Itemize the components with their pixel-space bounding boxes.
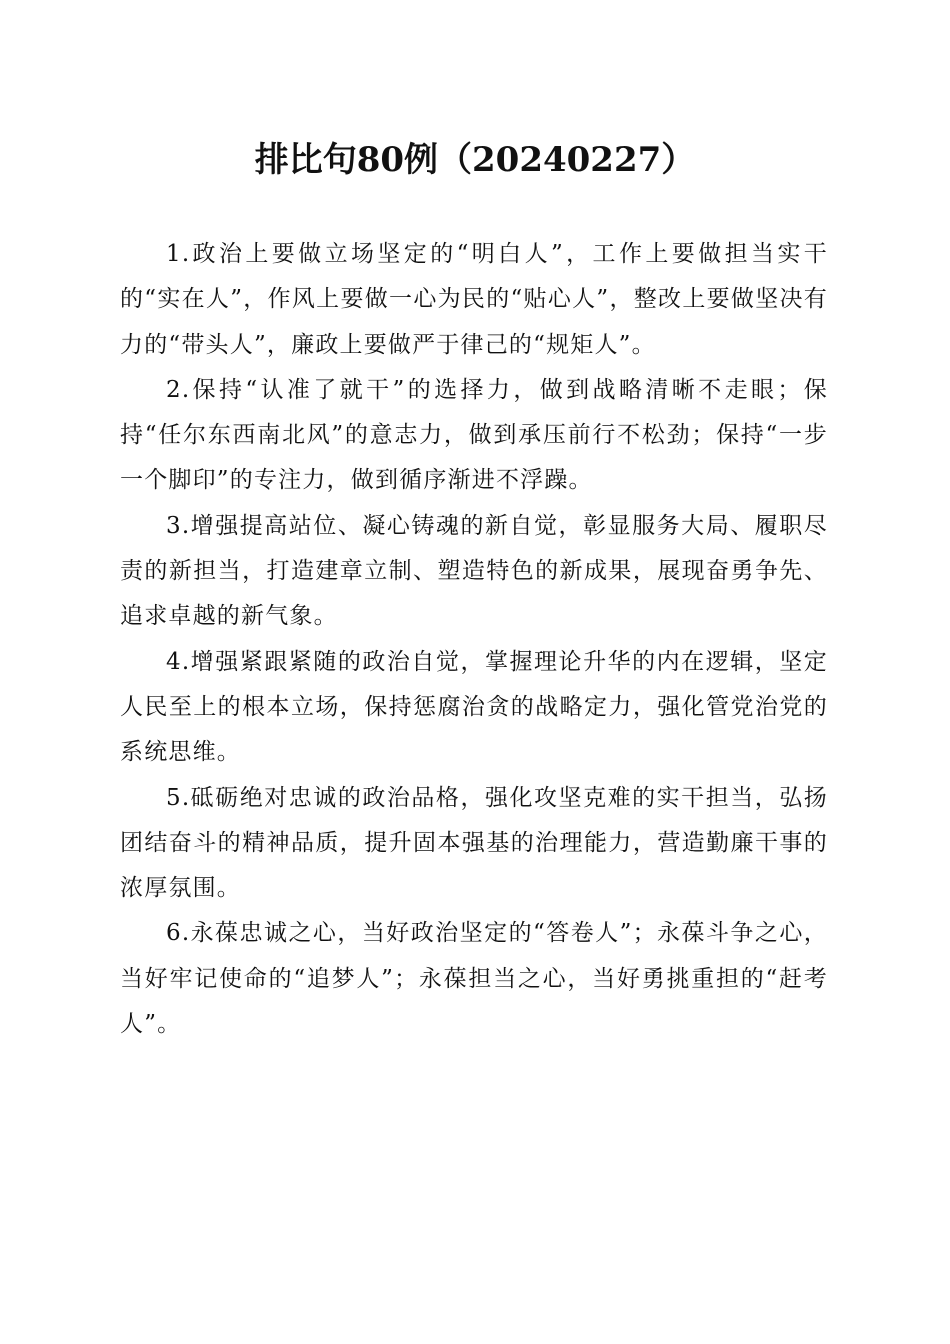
paragraph-6: 6.永葆忠诚之心，当好政治坚定的“答卷人”；永葆斗争之心，当好牢记使命的“追梦人”；永葆担当之心，当好勇挑重担的“赶考人”。 [120,920,828,1038]
document-title: 排比句80例（20240227） [254,140,696,180]
paragraph-1: 1.政治上要做立场坚定的“明白人”，工作上要做担当实干的“实在人”，作风上要做一心为民的“贴心人”，整改上要做坚决有力的“带头人”，廉政上要做严于律己的“规矩人”。 [120,241,828,358]
paragraph-5: 5.砥砺绝对忠诚的政治品格，强化攻坚克难的实干担当，弘扬团结奋斗的精神品质，提升固本强基的治理能力，营造勤廉干事的浓厚氛围。 [120,784,828,902]
document-body [120,232,828,1047]
paragraph-2: 2.保持“认准了就干”的选择力，做到战略清晰不走眼；保持“任尔东西南北风”的意志力，做到承压前行不松劲；保持“一步一个脚印”的专注力，做到循序渐进不浮躁。 [120,376,828,494]
paragraph-4: 4.增强紧跟紧随的政治自觉，掌握理论升华的内在逻辑，坚定人民至上的根本立场，保持惩腐治贪的战略定力，强化管党治党的系统思维。 [120,648,828,766]
paragraph-3: 3.增强提高站位、凝心铸魂的新自觉，彰显服务大局、履职尽责的新担当，打造建章立制、塑造特色的新成果，展现奋勇争先、追求卓越的新气象。 [120,512,828,630]
